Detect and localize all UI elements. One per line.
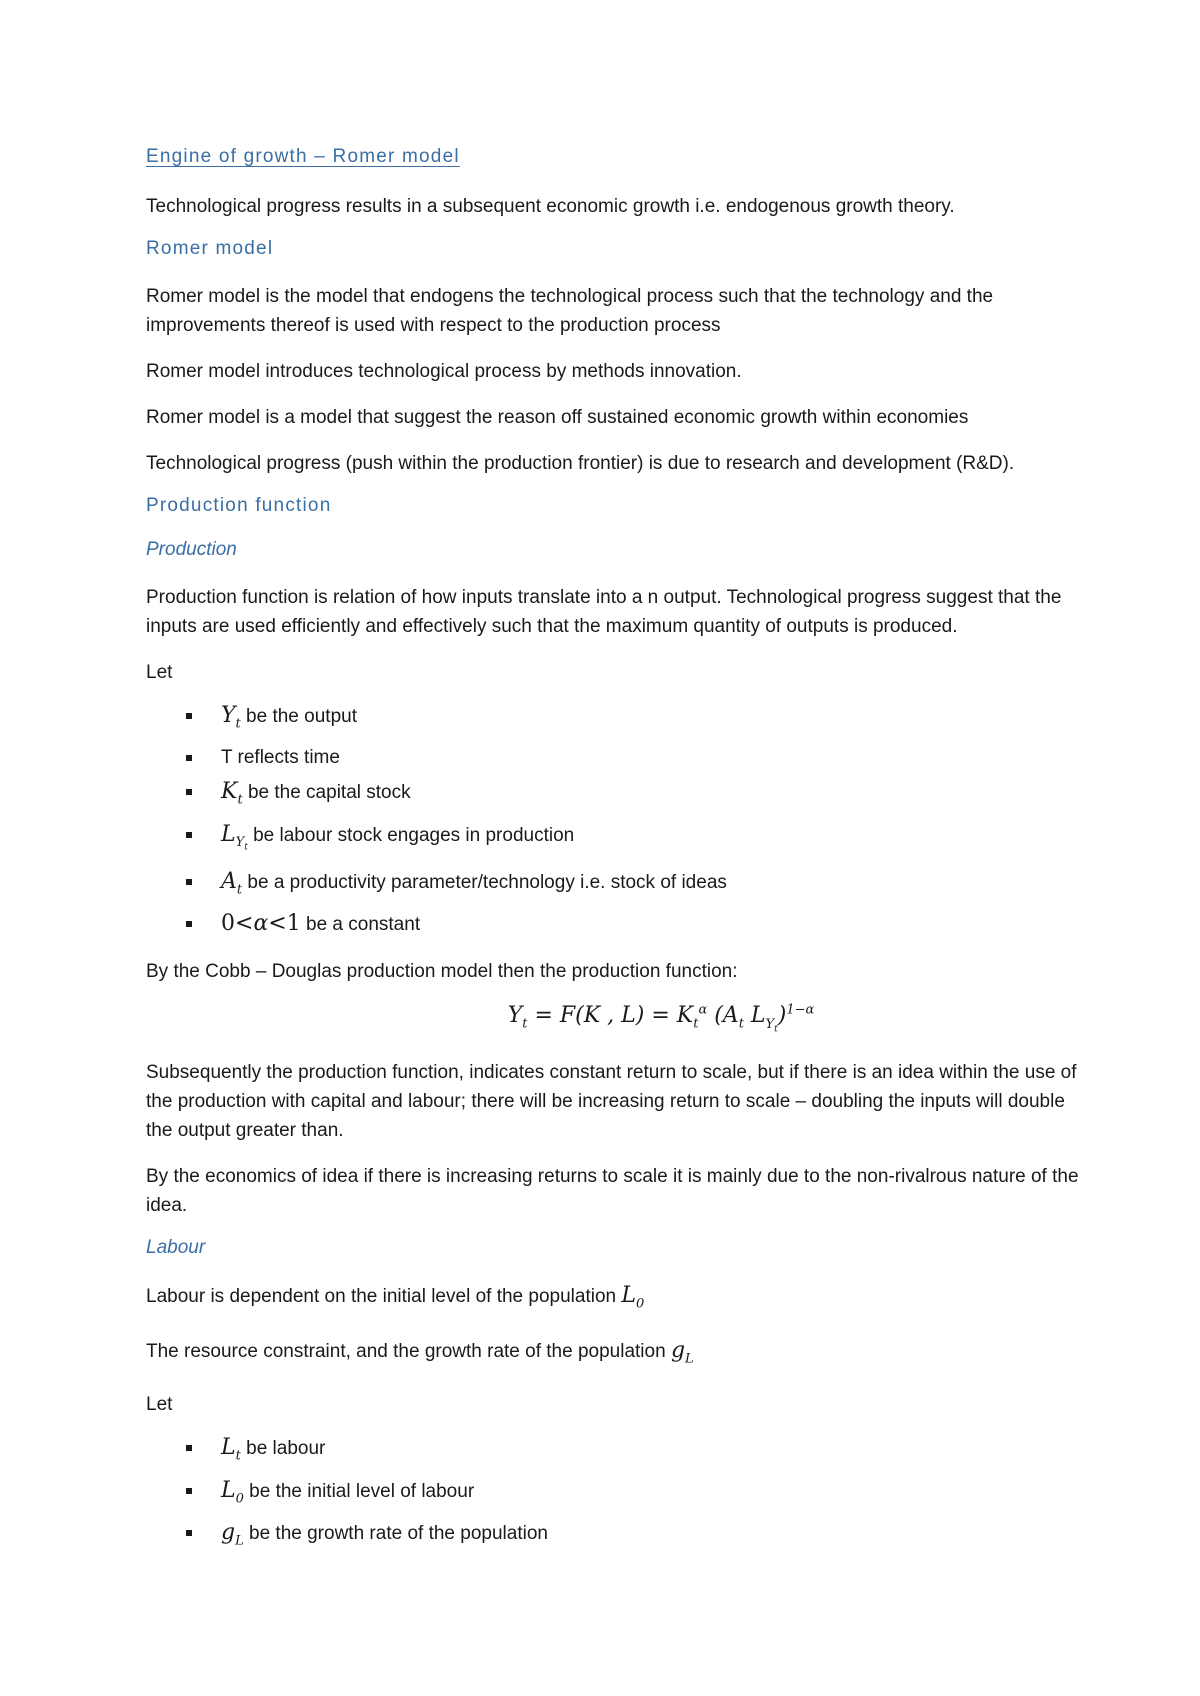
math-symbol: $g_L$ (670, 1337, 694, 1367)
labour-paragraph-1-text: Labour is dependent on the initial level of the population (146, 1286, 617, 1308)
intro-paragraph: Technological progress results in a subsequent economic growth i.e. endogenous growth theory. (146, 196, 955, 217)
math-symbol: $Y_t$ (221, 703, 241, 732)
list-item-text: be a productivity parameter/technology i.e. stock of ideas (247, 871, 727, 893)
let-label: Let (146, 662, 173, 683)
list-item (186, 1479, 1086, 1511)
math-symbol: $g_L$ (221, 1520, 244, 1549)
production-paragraph: Production function is relation of how inputs translate into a n output. Technological progress suggest that the inputs are used efficiently and effectively such that the maximum quantity of outputs is produced. (146, 587, 1062, 637)
document-title: Engine of growth – Romer model (146, 146, 460, 167)
list-item-text: T reflects time (221, 747, 340, 769)
labour-paragraph-2 (146, 1336, 1086, 1373)
labour-paragraph-1 (146, 1281, 1086, 1318)
math-symbol: $L_0$ (221, 1477, 244, 1507)
list-item-text: be the growth rate of the population (249, 1523, 548, 1545)
let-label-labour: Let (146, 1394, 173, 1416)
romer-paragraph-2: Romer model introduces technological process by methods innovation. (146, 361, 742, 382)
labour-paragraph-2-text: The resource constraint, and the growth rate of the population (146, 1340, 666, 1362)
romer-paragraph-4: Technological progress (push within the production frontier) is due to research and development (R&D). (146, 453, 1015, 474)
list-item (186, 1436, 1086, 1468)
romer-paragraph-3: Romer model is a model that suggest the reason off sustained economic growth within economies (146, 407, 969, 428)
math-symbol: 0<α<1 (221, 911, 301, 937)
math-equation: $Y_t = F(K$ , $L) = K_t^\alpha$ ($A_t$ $L_{Y_t})^{1-\alpha}$ (507, 1003, 815, 1035)
heading-production-function: Production function (146, 495, 332, 516)
list-item (186, 1521, 1086, 1553)
list-item (186, 746, 1086, 770)
math-symbol: $L_0$ (621, 1283, 645, 1312)
math-symbol: $K_t$ (221, 779, 243, 808)
list-item (186, 870, 1086, 902)
returns-to-scale-paragraph: Subsequently the production function, indicates constant return to scale, but if there is an idea within the use of the production with capital and labour; there will be increasing return to scale – doubling the inputs will double the output greater than. (146, 1062, 1077, 1142)
production-function-equation (146, 1003, 1086, 1034)
list-item-text: be labour stock engages in production (253, 824, 575, 846)
cobb-douglas-intro: By the Cobb – Douglas production model then the production function: (146, 961, 738, 983)
labour-variables-list (186, 1436, 1086, 1553)
list-item-text: be labour (246, 1438, 326, 1460)
production-variables-list (186, 704, 1086, 937)
list-item (186, 704, 1086, 736)
list-item (186, 780, 1086, 812)
list-item (186, 912, 1086, 937)
romer-paragraph-1: Romer model is the model that endogens the technological process such that the technology and the improvements thereof is used with respect to the production process (146, 286, 994, 336)
math-symbol: $A_t$ (221, 868, 243, 898)
list-item-text: be the output (246, 706, 357, 727)
list-item-text: be the initial level of labour (249, 1480, 475, 1502)
list-item-text: be a constant (306, 914, 421, 936)
subheading-production: Production (146, 539, 237, 560)
economics-of-idea-paragraph: By the economics of idea if there is increasing returns to scale it is mainly due to the non-rivalrous nature of the idea. (146, 1166, 1079, 1217)
subheading-labour: Labour (146, 1237, 206, 1259)
document-body (146, 146, 1086, 1573)
heading-romer-model: Romer model (146, 238, 274, 259)
math-symbol: $L_t$ (221, 1435, 241, 1464)
list-item-text: be the capital stock (247, 782, 411, 804)
list-item (186, 823, 1086, 860)
math-symbol: $L_{Y_t}$ (221, 821, 248, 853)
